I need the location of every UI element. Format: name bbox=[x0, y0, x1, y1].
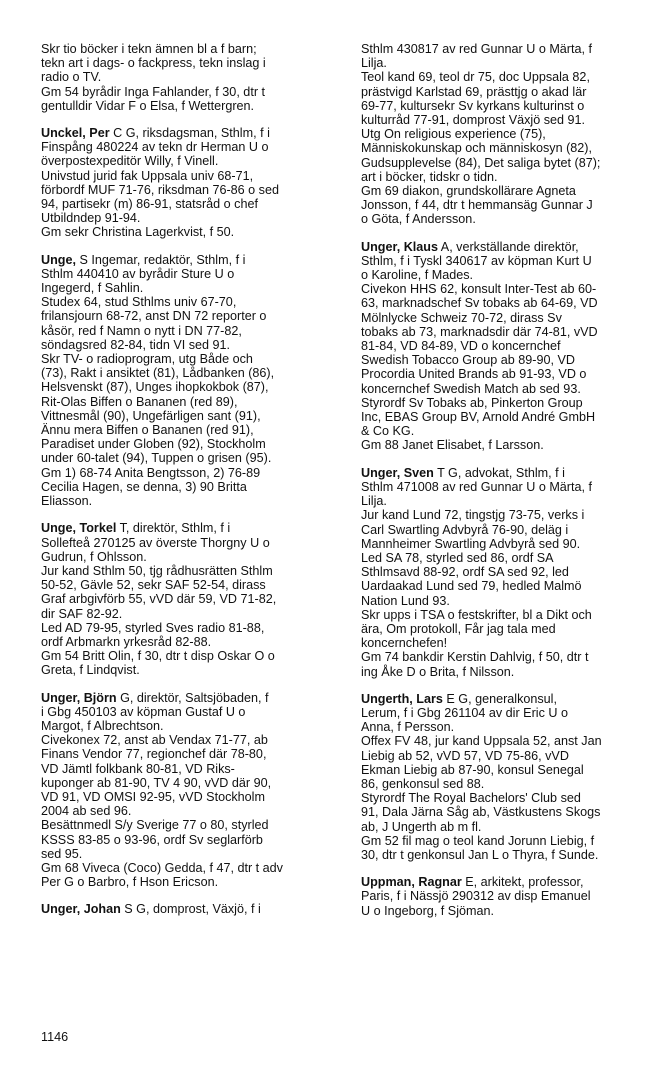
entry-text: A, verkställande direktör, bbox=[437, 239, 579, 254]
entry-line: & Co KG. bbox=[361, 424, 415, 439]
entry-line: Gm 54 Britt Olin, f 30, dtr t disp Oskar O o bbox=[41, 649, 275, 664]
entry-text: C G, riksdagsman, Sthlm, f i bbox=[109, 126, 270, 141]
entry-line: Paris, f i Nässjö 290312 av disp Emanuel bbox=[361, 889, 591, 904]
entry-text: T, direktör, Sthlm, f i bbox=[116, 521, 231, 536]
entry-line: 2004 ab sed 96. bbox=[41, 804, 132, 819]
entry-name: Unge, bbox=[41, 252, 76, 267]
entry-line: Greta, f Lindqvist. bbox=[41, 663, 140, 678]
entry-line bbox=[41, 126, 326, 140]
entry-line: Styrordf Sv Tobaks ab, Pinkerton Group bbox=[361, 395, 583, 410]
entry-line bbox=[361, 875, 655, 889]
entry-line: VD Jämtl folkbank 80-81, VD Riks- bbox=[41, 761, 235, 776]
entry-text: S Ingemar, redaktör, Sthlm, f i bbox=[75, 252, 246, 267]
entry-line: Styrordf The Royal Bachelors' Club sed bbox=[361, 791, 581, 806]
entry-line: Nation Lund 93. bbox=[361, 593, 450, 608]
biography-entry bbox=[41, 521, 326, 677]
entry-line: Gudsupplevelse (84), Det saliga bytet (87); bbox=[361, 155, 601, 170]
entry-line: Gm 52 fil mag o teol kand Jorunn Liebig, f bbox=[361, 833, 595, 848]
entry-line: Studex 64, stud Sthlms univ 67-70, bbox=[41, 295, 237, 310]
entry-line: Gm 68 Viveca (Coco) Gedda, f 47, dtr t adv bbox=[41, 860, 283, 875]
entry-name: Ungerth, Lars bbox=[361, 691, 443, 706]
page-number: 1146 bbox=[41, 1030, 69, 1044]
entry-line bbox=[41, 253, 326, 267]
entry-line: tobaks ab 73, marknadsdir där 74-81, vVD bbox=[361, 324, 598, 339]
biography-entry bbox=[361, 466, 655, 679]
entry-line: radio o TV. bbox=[41, 70, 102, 85]
entry-line: Liebig ab 52, vVD 57, VD 75-86, vVD bbox=[361, 748, 569, 763]
entry-line: Skr tio böcker i tekn ämnen bl a f barn; bbox=[41, 42, 257, 56]
left-column bbox=[41, 42, 326, 930]
entry-line: Finans Vendor 77, regionchef där 78-80, bbox=[41, 747, 267, 762]
entry-line: 69-77, kultursekr Sv kyrkans kulturinst o bbox=[361, 98, 585, 113]
entry-line: under 60-talet (94), Tuppen o grisen (95). bbox=[41, 451, 272, 466]
entry-line: Skr upps i TSA o festskrifter, bl a Dikt och bbox=[361, 607, 592, 622]
entry-line: frilansjourn 68-72, anst DN 72 reporter o bbox=[41, 309, 267, 324]
biography-entry bbox=[41, 253, 326, 509]
right-column bbox=[361, 42, 655, 931]
entry-name: Unckel, Per bbox=[41, 126, 110, 141]
entry-line: i Gbg 450103 av köpman Gustaf U o bbox=[41, 704, 246, 719]
entry-line: tekn art i dags- o fackpress, tekn inslag i bbox=[41, 56, 266, 71]
entry-line bbox=[361, 692, 655, 706]
entry-name: Unge, Torkel bbox=[41, 521, 117, 536]
entry-line: Utbildndep 91-94. bbox=[41, 211, 141, 226]
entry-line bbox=[361, 466, 655, 480]
entry-line: Vittnesmål (90), Ungefärligen sant (91), bbox=[41, 408, 261, 423]
entry-line: Univstud jurid fak Uppsala univ 68-71, bbox=[41, 168, 254, 183]
entry-line: Gm 74 bankdir Kerstin Dahlvig, f 50, dtr t bbox=[361, 650, 589, 665]
entry-text: G, direktör, Saltsjöbaden, f bbox=[116, 690, 269, 705]
entry-line: Gm sekr Christina Lagerkvist, f 50. bbox=[41, 225, 235, 240]
entry-line: Ännu mera Biffen o Bananen (red 91), bbox=[41, 423, 254, 438]
entry-line: ab, J Ungerth ab m fl. bbox=[361, 819, 482, 834]
entry-line: Sollefteå 270125 av överste Thorgny U o bbox=[41, 535, 270, 550]
entry-line: Margot, f Albrechtson. bbox=[41, 718, 164, 733]
entry-line: 50-52, Gävle 52, sekr SAF 52-54, dirass bbox=[41, 578, 266, 593]
entry-line: Uardaakad Lund sed 79, hedled Malmö bbox=[361, 579, 582, 594]
entry-line: Jonsson, f 44, dtr t hemmansäg Gunnar J bbox=[361, 198, 593, 213]
entry-line: Lilja. bbox=[361, 56, 387, 71]
entry-line: Skr TV- o radioprogram, utg Både och bbox=[41, 352, 253, 367]
entry-line: Utg On religious experience (75), bbox=[361, 127, 546, 142]
entry-line: söndagsred 82-84, tidn VI sed 91. bbox=[41, 337, 231, 352]
entry-line: VD 91, VD OMSI 92-95, vVD Stockholm bbox=[41, 789, 265, 804]
biography-entry bbox=[361, 692, 655, 862]
entry-line: Led AD 79-95, styrled Sves radio 81-88, bbox=[41, 620, 265, 635]
entry-name: Unger, Klaus bbox=[361, 239, 438, 254]
entry-line: dir SAF 82-92. bbox=[41, 606, 123, 621]
entry-line: Ekman Liebig ab 87-90, konsul Senegal bbox=[361, 762, 584, 777]
entry-line: Civekonex 72, anst ab Vendax 71-77, ab bbox=[41, 733, 268, 748]
entry-name: Uppman, Ragnar bbox=[361, 875, 462, 890]
entry-line: Sthlm 430817 av red Gunnar U o Märta, f bbox=[361, 42, 593, 56]
biography-entry bbox=[41, 691, 326, 890]
entry-line: ära, Om protokoll, Får jag tala med bbox=[361, 621, 556, 636]
entry-line: Ingegerd, f Sahlin. bbox=[41, 281, 144, 296]
entry-name: Unger, Johan bbox=[41, 902, 121, 917]
entry-line: kåsör, red f Namn o nytt i DN 77-82, bbox=[41, 323, 242, 338]
entry-line: Besättnmedl S/y Sverige 77 o 80, styrled bbox=[41, 818, 269, 833]
entry-line: KSSS 83-85 o 93-96, ordf Sv seglarförb bbox=[41, 832, 263, 847]
entry-line: ing Åke D o Brita, f Nilsson. bbox=[361, 664, 515, 679]
entry-line: Jur kand Sthlm 50, tjg rådhusrätten Sthlm bbox=[41, 563, 273, 578]
entry-line: Finspång 480224 av tekn dr Herman U o bbox=[41, 140, 269, 155]
entry-line: Gm 54 byrådir Inga Fahlander, f 30, dtr t bbox=[41, 84, 266, 99]
entry-line: Mannheimer Swartling Advbyrå sed 90. bbox=[361, 536, 581, 551]
entry-line: art i böcker, tidskr o tidn. bbox=[361, 169, 498, 184]
biography-entry bbox=[361, 42, 655, 227]
entry-line: Sthlm 471008 av red Gunnar U o Märta, f bbox=[361, 479, 593, 494]
entry-line: Offex FV 48, jur kand Uppsala 52, anst Jan bbox=[361, 734, 602, 749]
entry-line: kulturråd 77-91, domprost Växjö sed 91. bbox=[361, 113, 586, 128]
entry-name: Unger, Björn bbox=[41, 690, 117, 705]
entry-line: Cecilia Hagen, se denna, 3) 90 Britta bbox=[41, 479, 247, 494]
entry-line: 91, Dala Järna Såg ab, Västkustens Skogs bbox=[361, 805, 601, 820]
entry-line: kuponger ab 81-90, TV 4 90, vVD där 90, bbox=[41, 775, 272, 790]
entry-text: S G, domprost, Växjö, f i bbox=[120, 902, 261, 917]
entry-line: ordf Arbmarkn yrkesråd 82-88. bbox=[41, 634, 212, 649]
entry-name: Unger, Sven bbox=[361, 465, 434, 480]
entry-line: Sthlm, f i Tyskl 340617 av köpman Kurt U bbox=[361, 253, 592, 268]
entry-line: Led SA 78, styrled sed 86, ordf SA bbox=[361, 550, 554, 565]
biography-entry bbox=[41, 126, 326, 240]
entry-line bbox=[361, 240, 655, 254]
entry-line: Teol kand 69, teol dr 75, doc Uppsala 82, bbox=[361, 70, 590, 85]
entry-line: koncernchef Swedish Match ab sed 93. bbox=[361, 381, 581, 396]
entry-line: 81-84, VD 84-89, VD o koncernchef bbox=[361, 339, 561, 354]
entry-line: (73), Rakt i ansiktet (81), Lådbanken (86), bbox=[41, 366, 275, 381]
entry-line: U o Ingeborg, f Sjöman. bbox=[361, 903, 495, 918]
entry-line: 86, genkonsul sed 88. bbox=[361, 776, 485, 791]
biography-entry bbox=[41, 902, 326, 916]
biography-entry bbox=[361, 240, 655, 453]
entry-line: 63, marknadschef Sv tobaks ab 64-69, VD bbox=[361, 296, 598, 311]
entry-line: 94, partisekr (m) 86-91, statsråd o chef bbox=[41, 197, 258, 212]
entry-line: Carl Swartling Advbyrå 76-90, deläg i bbox=[361, 522, 569, 537]
biography-entry bbox=[41, 42, 326, 113]
entry-line: Procordia United Brands ab 91-93, VD o bbox=[361, 367, 587, 382]
entry-line: koncernchefen! bbox=[361, 636, 448, 651]
entry-line: Gm 69 diakon, grundskollärare Agneta bbox=[361, 184, 576, 199]
entry-text: E G, generalkonsul, bbox=[442, 691, 557, 706]
entry-line: Eliasson. bbox=[41, 494, 93, 509]
entry-line: o Göta, f Andersson. bbox=[361, 212, 476, 227]
entry-line: Gm 88 Janet Elisabet, f Larsson. bbox=[361, 438, 544, 453]
entry-line bbox=[41, 691, 326, 705]
entry-line bbox=[41, 902, 326, 916]
entry-line: Sthlmsavd 88-92, ordf SA sed 92, led bbox=[361, 565, 569, 580]
entry-line: Jur kand Lund 72, tingstjg 73-75, verks i bbox=[361, 508, 585, 523]
entry-line: Paradiset under Globen (92), Stockholm bbox=[41, 437, 266, 452]
entry-line: sed 95. bbox=[41, 846, 83, 861]
entry-line: Per G o Barbro, f Hson Ericson. bbox=[41, 875, 219, 890]
entry-line: Lerum, f i Gbg 261104 av dir Eric U o bbox=[361, 705, 568, 720]
entry-line: Swedish Tobacco Group ab 89-90, VD bbox=[361, 353, 575, 368]
entry-line: Graf arbgivförb 55, vVD där 59, VD 71-82, bbox=[41, 592, 277, 607]
entry-line: Gm 1) 68-74 Anita Bengtsson, 2) 76-89 bbox=[41, 465, 261, 480]
entry-line: Inc, EBAS Group BV, Arnold André GmbH bbox=[361, 410, 596, 425]
entry-line: Gudrun, f Ohlsson. bbox=[41, 549, 147, 564]
entry-line: Människokunskap och människosyn (82), bbox=[361, 141, 592, 156]
entry-line: förbordf MUF 71-76, riksdman 76-86 o sed bbox=[41, 182, 279, 197]
entry-line: Lilja. bbox=[361, 494, 387, 509]
entry-line: Rit-Olas Biffen o Bananen (red 89), bbox=[41, 394, 238, 409]
entry-line: o Karoline, f Mades. bbox=[361, 268, 474, 283]
entry-line: Civekon HHS 62, konsult Inter-Test ab 60- bbox=[361, 282, 597, 297]
entry-text: E, arkitekt, professor, bbox=[461, 875, 584, 890]
entry-text: T G, advokat, Sthlm, f i bbox=[433, 465, 565, 480]
entry-line: Anna, f Persson. bbox=[361, 720, 455, 735]
biography-entry bbox=[361, 875, 655, 918]
entry-line: Mölnlycke Schweiz 70-72, dirass Sv bbox=[361, 310, 562, 325]
entry-line: 30, dtr t genkonsul Jan L o Thyra, f Sunde. bbox=[361, 847, 599, 862]
entry-line: Helsvenskt (87), Unges ihopkokbok (87), bbox=[41, 380, 269, 395]
entry-line: Sthlm 440410 av byrådir Sture U o bbox=[41, 266, 235, 281]
entry-line bbox=[41, 521, 326, 535]
entry-line: överpostexpeditör Willy, f Vinell. bbox=[41, 154, 219, 169]
entry-line: prästvigd Karlstad 69, prästtjg o akad lär bbox=[361, 84, 587, 99]
entry-line: gentulldir Vidar F o Elsa, f Wettergren. bbox=[41, 98, 255, 113]
